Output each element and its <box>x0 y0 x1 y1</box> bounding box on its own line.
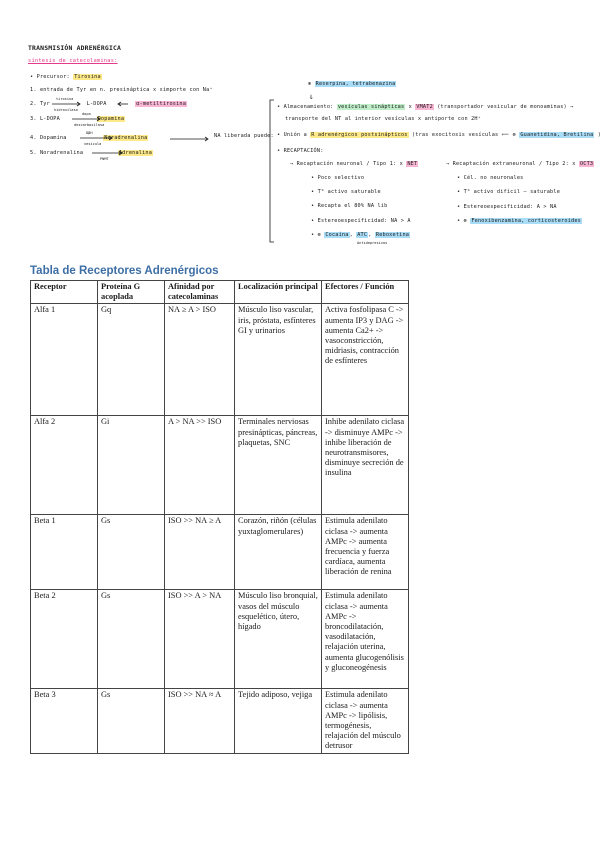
neuronal-item: • Recapta el 80% NA lib <box>311 203 388 209</box>
vesiculas: vesículas sinápticas <box>337 104 405 110</box>
cell-efectores: Estimula adenilato ciclasa -> aumenta AMPc -> lipólisis, termogénesis, relajación del músculo detrusor <box>322 689 409 753</box>
cell-proteina: Gs <box>98 515 165 590</box>
cell-proteina: Gq <box>98 304 165 416</box>
cell-efectores: Estimula adenilato ciclasa -> aumenta AMPc -> aumenta frecuencia y fuerza cardíaca, aumenta liberación de renina <box>322 515 409 590</box>
cell-afinidad: NA ≥ A > ISO <box>165 304 235 416</box>
cell-proteina: Gs <box>98 590 165 689</box>
header-afinidad: Afinidad por catecolaminas <box>165 281 235 304</box>
almacenamiento-line2: transporte del NT al interior vesículas x antiporte con 2H⁺ <box>285 116 482 122</box>
step4-enzyme-bottom: vesícula <box>84 142 102 146</box>
union-drug: Guanetidina, Bretilina <box>520 132 594 138</box>
neuronal-inhibitors: • ⊗ Cocaína, ATC, Reboxetina <box>311 232 410 238</box>
almacenamiento-x: x <box>408 104 412 110</box>
oct3: OCT3 <box>579 161 594 167</box>
table-row <box>31 515 409 590</box>
table-row <box>31 304 409 416</box>
step5-to: Adrenalina <box>118 150 153 156</box>
cell-receptor: Beta 3 <box>31 689 98 753</box>
step4-enzyme-top: DβH <box>86 131 93 135</box>
step2-enzyme-bottom: hidroxilasa <box>54 108 78 112</box>
receptors-table <box>30 280 409 754</box>
step2-to: L-DOPA <box>86 101 107 107</box>
precursor-value: Tirosina <box>74 74 101 80</box>
cell-proteina: Gi <box>98 416 165 515</box>
neuronal-head: → Recaptación neuronal / Tipo 1: x <box>290 161 403 167</box>
step3-enzyme-top: dopa <box>82 112 91 116</box>
step3-to: Dopamina <box>97 116 125 122</box>
step2-from: Tyr <box>39 101 50 107</box>
down-arrow-icon: ⇓ <box>309 92 315 101</box>
header-proteina: Proteína G acoplada <box>98 281 165 304</box>
recaptacion: • RECAPTACIÓN: <box>277 148 324 154</box>
cell-efectores: Estimula adenilato ciclasa -> aumenta AMPc -> broncodilatación, vasodilatación, relajación uterina, aumenta glucogenólisis y gluconeogénesis <box>322 590 409 689</box>
notes-title: TRANSMISIÓN ADRENÉRGICA <box>28 44 122 52</box>
step4-from: Dopamina <box>39 135 67 141</box>
union-close: ) <box>597 132 601 138</box>
neuronal-inhibit-icon: • ⊗ <box>311 232 321 238</box>
neuronal-item: • Poco selectivo <box>311 175 365 181</box>
na-liberada: NA liberada puede: <box>214 133 274 139</box>
table-header-row <box>31 281 409 304</box>
union-receptores: R adrenérgicos postsinápticos <box>311 132 408 138</box>
cell-receptor: Alfa 2 <box>31 416 98 515</box>
union-inhibit-icon: ⊗ <box>512 132 516 138</box>
step3-enzyme-bottom: descarboxilasa <box>74 123 105 127</box>
cell-afinidad: ISO >> A > NA <box>165 590 235 689</box>
cell-receptor: Beta 2 <box>31 590 98 689</box>
header-efectores: Efectores / Función <box>322 281 409 304</box>
cell-afinidad: ISO >> NA ≈ A <box>165 689 235 753</box>
table-row <box>31 416 409 515</box>
atc: ATC <box>357 232 368 238</box>
union-rest: (tras exocitosis vesículas ⟸ <box>411 132 510 138</box>
step2-num: 2. <box>30 101 37 107</box>
header-localizacion: Localización principal <box>235 281 322 304</box>
step4-num: 4. <box>30 135 37 141</box>
extraneuronal-item: • Estereoespecificidad: A > NA <box>457 204 557 210</box>
almacenamiento-rest: (transportador vesicular de monoaminas) → <box>437 104 574 110</box>
antidepresivos: Antidepresivos <box>357 241 388 245</box>
step5-num: 5. <box>30 150 37 156</box>
notes-subtitle: síntesis de catecolaminas: <box>28 58 118 64</box>
step4-to: Noradrenalina <box>104 135 148 141</box>
table-row <box>31 590 409 689</box>
extraneuronal-head: → Recaptación extraneuronal / Tipo 2: x <box>446 161 576 167</box>
cell-proteina: Gs <box>98 689 165 753</box>
extraneuronal-item: • Cél. no neuronales <box>457 175 524 181</box>
cell-efectores: Inhibe adenilato ciclasa -> disminuye AMPc -> inhibe liberación de neurotransmisores, disminuye secreción de insulina <box>322 416 409 515</box>
step2-enzyme-top: tirosina <box>56 97 74 101</box>
step1: 1. entrada de Tyr en n. presináptica x simporte con Na⁺ <box>30 87 213 93</box>
cell-localizacion: Tejido adiposo, vejiga <box>235 689 322 753</box>
reserpina: Reserpina, tetrabenazina <box>315 81 396 87</box>
cell-receptor: Beta 1 <box>31 515 98 590</box>
neuronal-item: • Estereoespecificidad: NA > A <box>311 218 411 224</box>
notes-arrows <box>0 0 600 260</box>
vmat2: VMAT2 <box>416 104 433 110</box>
fenoxibenzamina: Fenoxibenzamina, corticosteroides <box>471 218 581 224</box>
inhibit-icon: ⊗ <box>308 81 312 87</box>
step3-num: 3. <box>30 116 37 122</box>
cell-localizacion: Terminales nerviosas presinápticas, páncreas, plaquetas, SNC <box>235 416 322 515</box>
step5-from: Noradrenalina <box>39 150 84 156</box>
step3-from: L-DOPA <box>39 116 60 122</box>
table-row <box>31 689 409 753</box>
cell-receptor: Alfa 1 <box>31 304 98 416</box>
neuronal-item: • T° activo saturable <box>311 189 381 195</box>
extraneuronal-inhibit-icon: • ⊗ <box>457 218 467 224</box>
cocaina: Cocaína <box>325 232 349 238</box>
table-title: Tabla de Receptores Adrenérgicos <box>30 265 219 277</box>
step5-enzyme: PNMT <box>100 157 109 161</box>
reboxetina: Reboxetina <box>375 232 410 238</box>
cell-localizacion: Músculo liso bronquial, vasos del músculo esquelético, útero, hígado <box>235 590 322 689</box>
cell-afinidad: A > NA >> ISO <box>165 416 235 515</box>
notes-bracket <box>270 100 274 242</box>
header-receptor: Receptor <box>31 281 98 304</box>
almacenamiento-label: • Almacenamiento: <box>277 104 334 110</box>
cell-efectores: Activa fosfolipasa C -> aumenta IP3 y DAG -> aumenta Ca2+ -> vasoconstricción, midriasis, contracción de esfínteres <box>322 304 409 416</box>
cell-afinidad: ISO >> NA ≥ A <box>165 515 235 590</box>
step2-inhibitor: α-metiltirosina <box>136 101 187 107</box>
cell-localizacion: Corazón, riñón (células yuxtaglomerulares) <box>235 515 322 590</box>
net: NET <box>407 161 418 167</box>
cell-localizacion: Músculo liso vascular, iris, próstata, esfínteres GI y urinarios <box>235 304 322 416</box>
union-text: • Unión a <box>277 132 307 138</box>
extraneuronal-item: • T° activo difícil — saturable <box>457 189 561 195</box>
precursor-label: • Precursor: <box>30 74 70 80</box>
